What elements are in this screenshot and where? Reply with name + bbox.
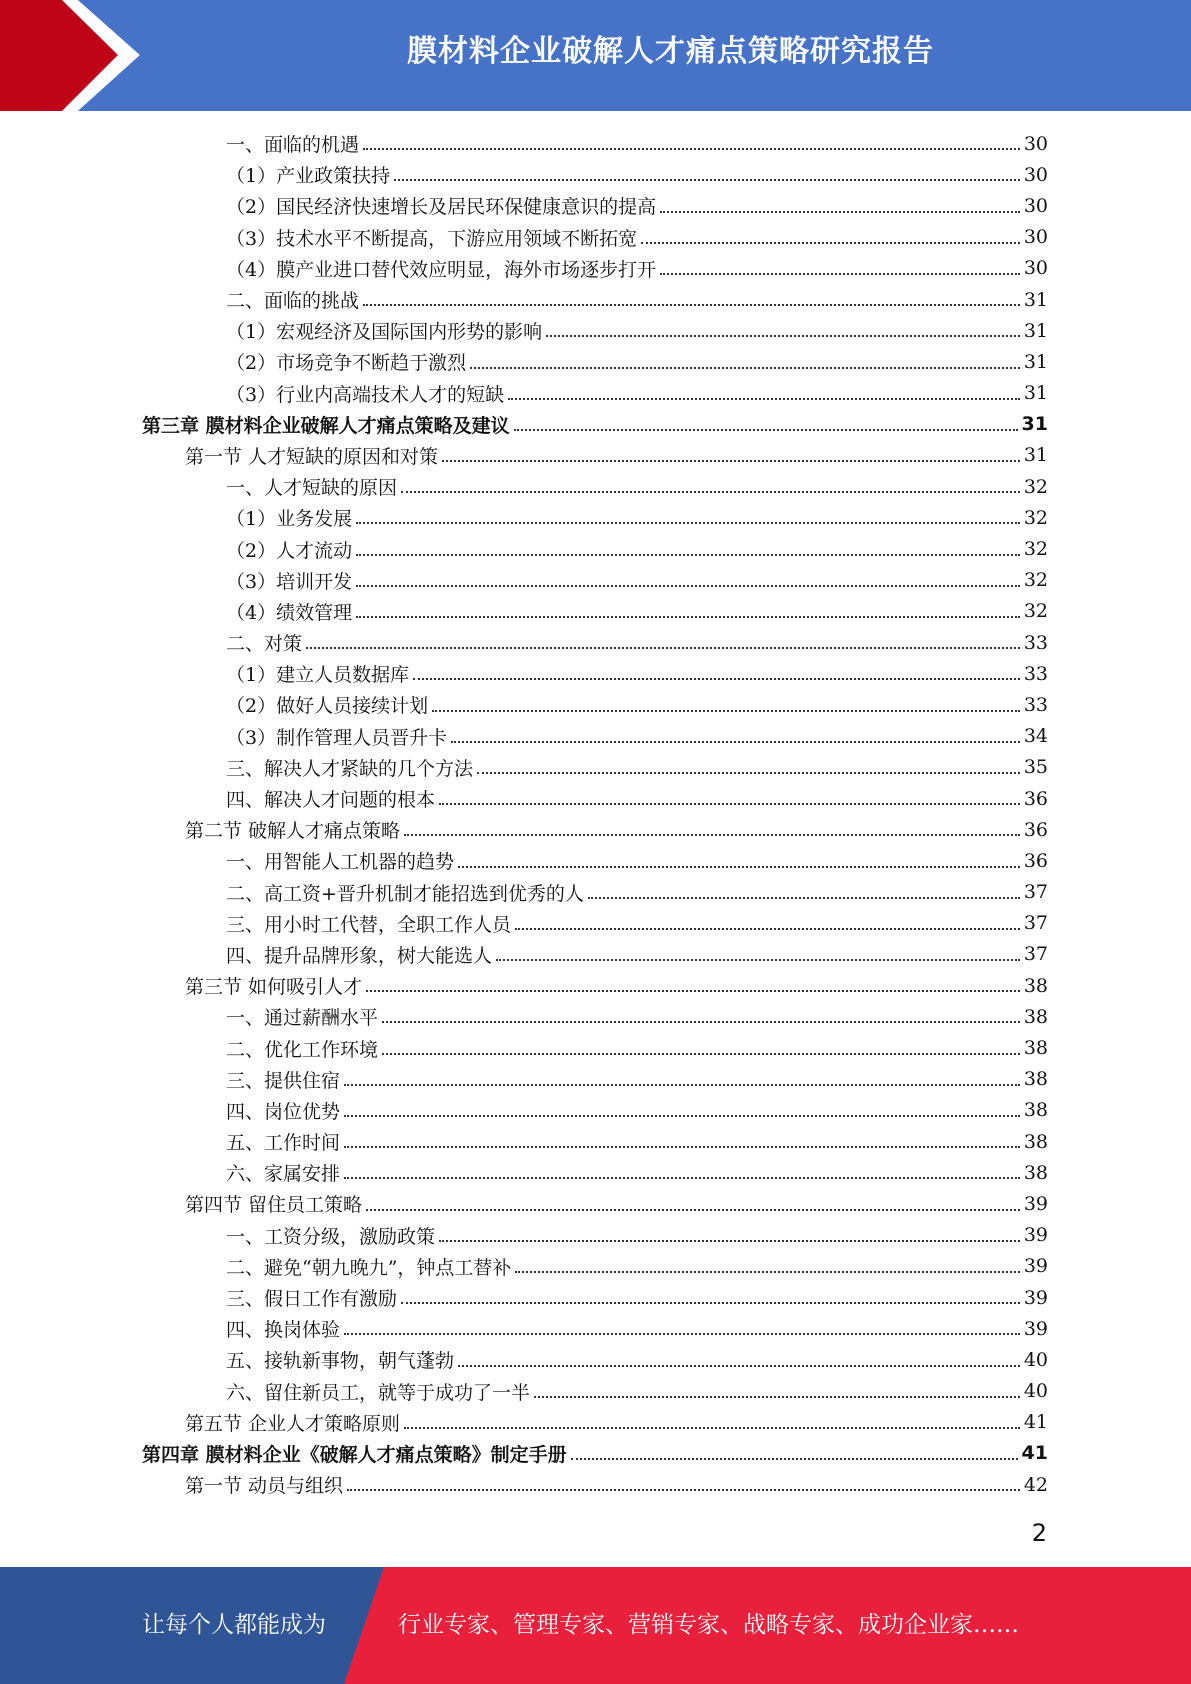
- header-arrow-decoration: [0, 0, 150, 111]
- toc-dot-leader: [356, 522, 1020, 524]
- toc-entry-title: 一、面临的机遇: [226, 134, 360, 157]
- toc-entry-title: （4）绩效管理: [226, 601, 353, 624]
- toc-entry-title: （2）做好人员接续计划: [226, 695, 429, 718]
- toc-dot-leader: [356, 585, 1020, 587]
- toc-entry-title: （3）制作管理人员晋升卡: [226, 726, 448, 749]
- toc-entry-page: 36: [1023, 849, 1048, 872]
- toc-entry-title: 四、提升品牌形象，树大能选人: [226, 944, 493, 967]
- toc-dot-leader: [641, 242, 1020, 244]
- toc-entry[interactable]: [0, 814, 1191, 845]
- toc-entry[interactable]: [0, 970, 1191, 1001]
- toc-entry-page: 39: [1023, 1192, 1048, 1215]
- toc-dot-leader: [382, 1021, 1020, 1023]
- toc-dot-leader: [306, 647, 1020, 649]
- toc-entry[interactable]: [0, 627, 1191, 658]
- toc-entry-page: 30: [1023, 194, 1048, 217]
- toc-entry[interactable]: [0, 1251, 1191, 1282]
- footer-slogan-left: 让每个人都能成为: [142, 1612, 326, 1638]
- toc-dot-leader: [514, 429, 1018, 431]
- toc-entry-title: 三、解决人才紧缺的几个方法: [226, 757, 474, 780]
- toc-entry-title: 三、提供住宿: [226, 1069, 341, 1092]
- toc-entry-page: 39: [1023, 1317, 1048, 1340]
- toc-dot-leader: [439, 1240, 1020, 1242]
- toc-entry-title: 二、避免“朝九晚九”，钟点工替补: [226, 1256, 512, 1279]
- toc-entry-page: 37: [1023, 881, 1048, 904]
- toc-dot-leader: [660, 211, 1020, 213]
- toc-dot-leader: [344, 1333, 1020, 1335]
- toc-entry-page: 34: [1023, 725, 1048, 748]
- toc-entry-title: （4）膜产业进口替代效应明显，海外市场逐步打开: [226, 258, 657, 281]
- toc-entry[interactable]: [0, 346, 1191, 377]
- toc-entry[interactable]: [0, 222, 1191, 253]
- toc-entry-page: 38: [1023, 1099, 1048, 1122]
- toc-entry[interactable]: [0, 908, 1191, 939]
- toc-entry[interactable]: [0, 502, 1191, 533]
- toc-entry-page: 32: [1023, 538, 1048, 561]
- toc-dot-leader: [413, 678, 1020, 680]
- toc-entry[interactable]: [0, 315, 1191, 346]
- toc-entry[interactable]: [0, 1064, 1191, 1095]
- toc-entry-title: 一、通过薪酬水平: [226, 1007, 379, 1030]
- toc-entry-title: 六、家属安排: [226, 1163, 341, 1186]
- toc-entry-page: 38: [1023, 1037, 1048, 1060]
- toc-entry-page: 31: [1023, 382, 1048, 405]
- toc-entry-page: 37: [1023, 912, 1048, 935]
- toc-entry-title: （3）行业内高端技术人才的短缺: [226, 383, 505, 406]
- toc-entry[interactable]: [0, 1157, 1191, 1188]
- toc-entry-page: 32: [1023, 475, 1048, 498]
- toc-dot-leader: [508, 398, 1020, 400]
- toc-dot-leader: [366, 990, 1020, 992]
- toc-entry[interactable]: [0, 689, 1191, 720]
- toc-entry-title: 二、对策: [226, 633, 303, 656]
- toc-entry[interactable]: [0, 1469, 1191, 1500]
- toc-entry-title: 三、假日工作有激励: [226, 1288, 398, 1311]
- toc-entry-page: 32: [1023, 506, 1048, 529]
- toc-dot-leader: [477, 772, 1020, 774]
- toc-dot-leader: [439, 803, 1020, 805]
- toc-entry[interactable]: [0, 1344, 1191, 1375]
- toc-entry-page: 30: [1023, 226, 1048, 249]
- toc-dot-leader: [571, 1458, 1018, 1460]
- toc-entry-page: 41: [1021, 1442, 1048, 1465]
- toc-entry-title: 五、接轨新事物，朝气蓬勃: [226, 1350, 455, 1373]
- toc-entry[interactable]: [0, 596, 1191, 627]
- toc-entry[interactable]: [0, 471, 1191, 502]
- toc-entry-title: （1）建立人员数据库: [226, 664, 410, 687]
- toc-entry[interactable]: [0, 253, 1191, 284]
- toc-dot-leader: [496, 959, 1020, 961]
- toc-entry[interactable]: [0, 658, 1191, 689]
- toc-dot-leader: [588, 897, 1020, 899]
- toc-dot-leader: [442, 460, 1020, 462]
- toc-entry-page: 38: [1023, 1068, 1048, 1091]
- toc-dot-leader: [344, 1146, 1020, 1148]
- toc-entry-page: 31: [1023, 319, 1048, 342]
- toc-entry[interactable]: [0, 190, 1191, 221]
- toc-entry-title: （1）宏观经济及国际国内形势的影响: [226, 321, 543, 344]
- toc-entry[interactable]: [0, 409, 1191, 440]
- toc-entry[interactable]: [0, 1376, 1191, 1407]
- toc-entry[interactable]: [0, 1001, 1191, 1032]
- toc-entry-title: 四、解决人才问题的根本: [226, 789, 436, 812]
- toc-entry[interactable]: [0, 1282, 1191, 1313]
- toc-dot-leader: [363, 148, 1020, 150]
- report-title: 膜材料企业破解人才痛点策略研究报告: [407, 34, 934, 69]
- toc-entry-page: 42: [1023, 1473, 1048, 1496]
- toc-entry-page: 30: [1023, 132, 1048, 155]
- toc-entry-title: 第三章 膜材料企业破解人才痛点策略及建议: [142, 414, 510, 437]
- toc-entry-page: 35: [1023, 756, 1048, 779]
- toc-entry-page: 38: [1023, 1130, 1048, 1153]
- toc-entry-title: 第四节 留住员工策略: [185, 1194, 363, 1217]
- toc-entry[interactable]: [0, 1220, 1191, 1251]
- toc-dot-leader: [470, 367, 1020, 369]
- toc-entry[interactable]: [0, 1407, 1191, 1438]
- toc-entry[interactable]: [0, 565, 1191, 596]
- toc-entry[interactable]: [0, 533, 1191, 564]
- toc-dot-leader: [344, 1084, 1020, 1086]
- toc-dot-leader: [356, 616, 1020, 618]
- toc-entry-page: 33: [1023, 662, 1048, 685]
- toc-dot-leader: [347, 1489, 1020, 1491]
- toc-entry-title: 三、用小时工代替，全职工作人员: [226, 913, 512, 936]
- toc-entry-title: （3）技术水平不断提高，下游应用领域不断拓宽: [226, 227, 638, 250]
- toc-entry[interactable]: [0, 1438, 1191, 1469]
- toc-dot-leader: [401, 1302, 1020, 1304]
- toc-entry-title: 一、用智能人工机器的趋势: [226, 851, 455, 874]
- toc-entry-title: （1）业务发展: [226, 508, 353, 531]
- toc-entry-page: 30: [1023, 163, 1048, 186]
- toc-dot-leader: [356, 554, 1020, 556]
- toc-dot-leader: [432, 710, 1020, 712]
- toc-dot-leader: [366, 1209, 1020, 1211]
- toc-entry-title: 第三节 如何吸引人才: [185, 976, 363, 999]
- toc-entry[interactable]: [0, 939, 1191, 970]
- toc-entry-title: 四、岗位优势: [226, 1100, 341, 1123]
- toc-entry-title: 第一节 人才短缺的原因和对策: [185, 445, 439, 468]
- toc-entry[interactable]: [0, 378, 1191, 409]
- page-header: [0, 0, 1191, 111]
- toc-entry-page: 30: [1023, 257, 1048, 280]
- toc-entry-page: 39: [1023, 1286, 1048, 1309]
- toc-dot-leader: [458, 1365, 1020, 1367]
- toc-entry-page: 31: [1021, 413, 1048, 436]
- toc-entry-title: 六、留住新员工，就等于成功了一半: [226, 1381, 531, 1404]
- toc-entry[interactable]: [0, 1032, 1191, 1063]
- table-of-contents: [0, 128, 1191, 1500]
- toc-entry-title: 二、优化工作环境: [226, 1038, 379, 1061]
- toc-entry-page: 31: [1023, 350, 1048, 373]
- toc-entry[interactable]: [0, 284, 1191, 315]
- toc-entry-page: 31: [1023, 444, 1048, 467]
- toc-entry-title: 五、工作时间: [226, 1132, 341, 1155]
- toc-entry[interactable]: [0, 845, 1191, 876]
- toc-dot-leader: [344, 1177, 1020, 1179]
- toc-dot-leader: [401, 491, 1020, 493]
- toc-dot-leader: [344, 1115, 1020, 1117]
- toc-entry-page: 36: [1023, 787, 1048, 810]
- toc-entry-page: 40: [1023, 1380, 1048, 1403]
- toc-entry-title: 第五节 企业人才策略原则: [185, 1412, 401, 1435]
- toc-entry-page: 32: [1023, 600, 1048, 623]
- toc-entry[interactable]: [0, 1095, 1191, 1126]
- toc-entry-title: 第一节 动员与组织: [185, 1475, 344, 1498]
- toc-entry-page: 39: [1023, 1224, 1048, 1247]
- page-number: 2: [1031, 1519, 1047, 1547]
- toc-dot-leader: [363, 304, 1020, 306]
- toc-dot-leader: [515, 1271, 1019, 1273]
- toc-entry-title: 一、人才短缺的原因: [226, 477, 398, 500]
- toc-dot-leader: [382, 1053, 1020, 1055]
- toc-entry-page: 32: [1023, 569, 1048, 592]
- toc-entry-page: 31: [1023, 288, 1048, 311]
- toc-entry[interactable]: [0, 159, 1191, 190]
- toc-entry[interactable]: [0, 1126, 1191, 1157]
- toc-entry-page: 33: [1023, 693, 1048, 716]
- toc-dot-leader: [451, 741, 1020, 743]
- toc-entry[interactable]: [0, 877, 1191, 908]
- toc-entry-page: 33: [1023, 631, 1048, 654]
- toc-entry[interactable]: [0, 1313, 1191, 1344]
- toc-entry[interactable]: [0, 721, 1191, 752]
- toc-entry-page: 38: [1023, 1005, 1048, 1028]
- toc-dot-leader: [458, 866, 1020, 868]
- toc-entry[interactable]: [0, 1188, 1191, 1219]
- toc-entry-page: 39: [1023, 1255, 1048, 1278]
- toc-entry-title: 四、换岗体验: [226, 1319, 341, 1342]
- toc-entry-page: 37: [1023, 943, 1048, 966]
- toc-dot-leader: [404, 834, 1020, 836]
- toc-dot-leader: [534, 1396, 1020, 1398]
- toc-dot-leader: [404, 1427, 1020, 1429]
- toc-dot-leader: [660, 273, 1020, 275]
- toc-entry-page: 41: [1023, 1411, 1048, 1434]
- toc-dot-leader: [515, 928, 1020, 930]
- toc-entry-title: （1）产业政策扶持: [226, 165, 391, 188]
- toc-entry-title: （3）培训开发: [226, 570, 353, 593]
- toc-entry-title: 二、高工资+晋升机制才能招选到优秀的人: [226, 882, 584, 905]
- toc-entry-title: （2）人才流动: [226, 539, 353, 562]
- toc-entry-page: 36: [1023, 818, 1048, 841]
- page-footer: [0, 1567, 1191, 1684]
- toc-entry-page: 40: [1023, 1348, 1048, 1371]
- toc-entry[interactable]: [0, 440, 1191, 471]
- toc-entry-title: 二、面临的挑战: [226, 290, 360, 313]
- toc-entry[interactable]: [0, 783, 1191, 814]
- toc-entry-title: （2）市场竞争不断趋于激烈: [226, 352, 467, 375]
- footer-slogan-right: 行业专家、管理专家、营销专家、战略专家、成功企业家……: [398, 1612, 1019, 1638]
- toc-entry-title: （2）国民经济快速增长及居民环保健康意识的提高: [226, 196, 657, 219]
- toc-entry-page: 38: [1023, 1161, 1048, 1184]
- toc-entry-title: 第四章 膜材料企业《破解人才痛点策略》制定手册: [142, 1443, 567, 1466]
- toc-entry[interactable]: [0, 128, 1191, 159]
- toc-entry-title: 一、工资分级，激励政策: [226, 1225, 436, 1248]
- toc-dot-leader: [546, 335, 1020, 337]
- toc-entry[interactable]: [0, 752, 1191, 783]
- toc-entry-title: 第二节 破解人才痛点策略: [185, 820, 401, 843]
- toc-dot-leader: [394, 179, 1020, 181]
- toc-entry-page: 38: [1023, 974, 1048, 997]
